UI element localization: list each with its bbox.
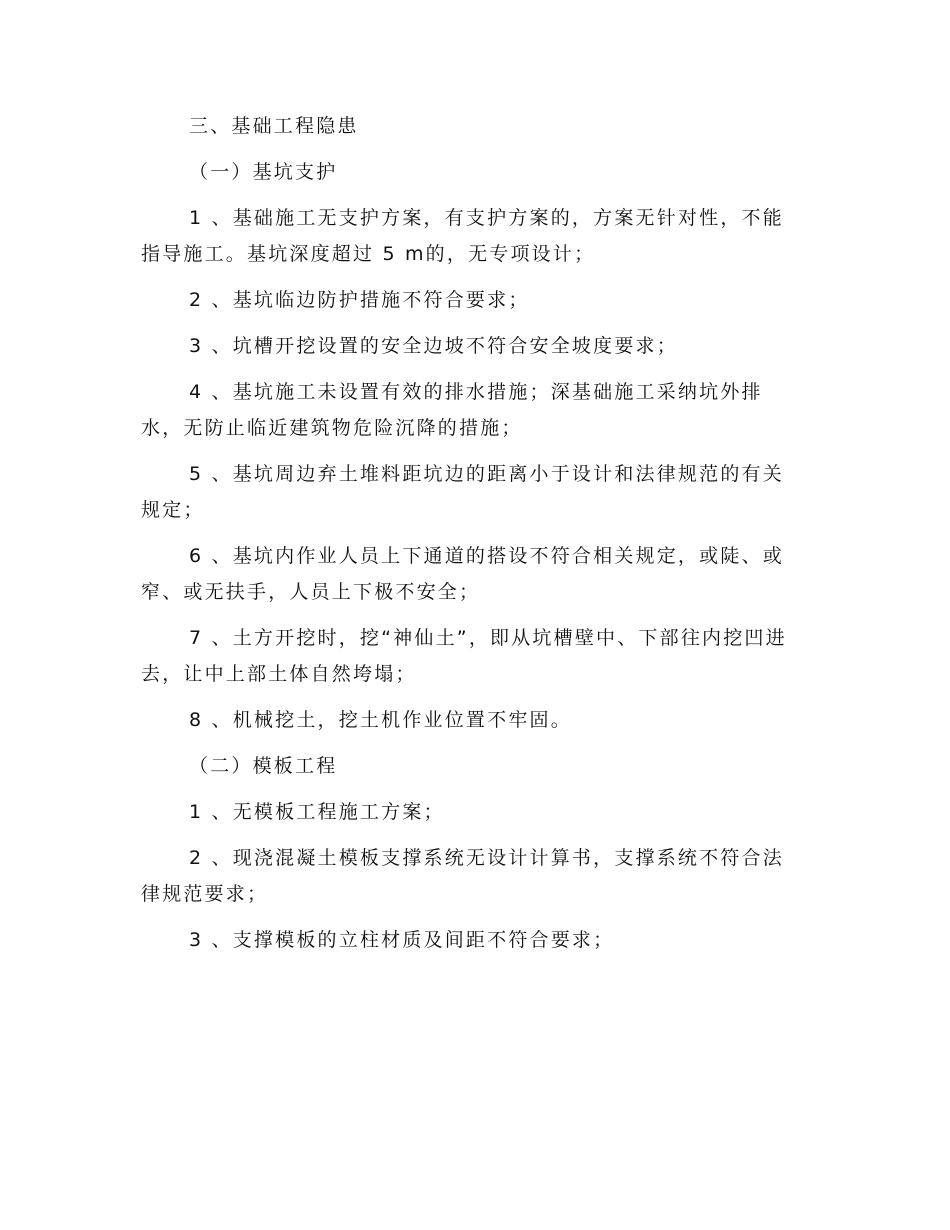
list-item: 4 、基坑施工未设置有效的排水措施；深基础施工采纳坑外排水，无防止临近建筑物危险沉降的措施；: [141, 381, 763, 439]
section-heading: 三、基础工程隐患: [189, 115, 359, 137]
list-item: 3 、坑槽开挖设置的安全边坡不符合安全坡度要求；: [189, 335, 678, 357]
list-item: 8 、机械挖土，挖土机作业位置不牢固。: [189, 709, 572, 731]
list-item: 2 、现浇混凝土模板支撑系统无设计计算书，支撑系统不符合法律规范要求；: [141, 847, 784, 905]
subsection-heading: （二）模板工程: [189, 755, 338, 777]
list-item: 5 、基坑周边弃土堆料距坑边的距离小于设计和法律规范的有关规定；: [141, 463, 784, 521]
list-item: 3 、支撑模板的立柱材质及间距不符合要求；: [189, 929, 615, 951]
document-body: [141, 108, 797, 968]
subsection-heading: （一）基坑支护: [189, 161, 338, 183]
list-item: 1 、无模板工程施工方案；: [189, 801, 445, 823]
list-item: 2 、基坑临边防护措施不符合要求；: [189, 289, 530, 311]
list-item: 6 、基坑内作业人员上下通道的搭设不符合相关规定，或陡、或窄、或无扶手，人员上下极不安全；: [141, 545, 784, 603]
list-item: 7 、土方开挖时，挖“神仙土”，即从坑槽壁中、下部往内挖凹进去，让中上部土体自然垮塌；: [141, 627, 787, 685]
list-item: 1 、基础施工无支护方案，有支护方案的，方案无针对性，不能指导施工。基坑深度超过 5 m的，无专项设计；: [141, 207, 784, 265]
